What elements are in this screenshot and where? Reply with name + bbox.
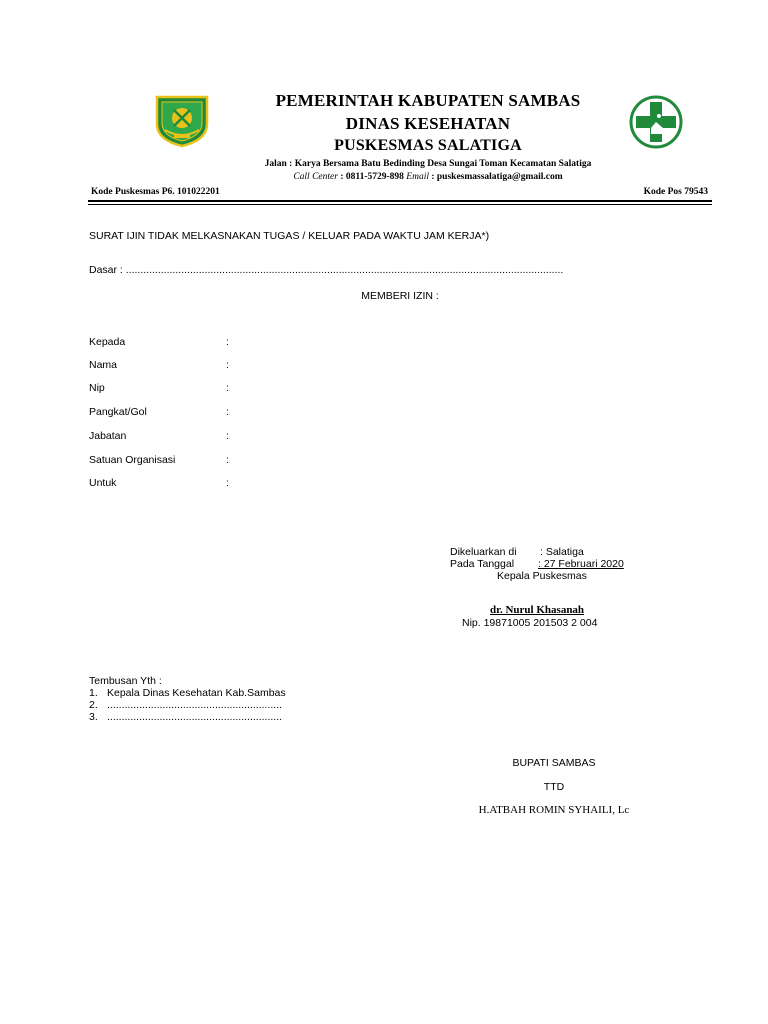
signer-nip: Nip. 19871005 201503 2 004: [462, 617, 598, 629]
field-colon: :: [226, 406, 229, 418]
field-colon: :: [226, 382, 229, 394]
gov-title: PEMERINTAH KABUPATEN SAMBAS: [275, 91, 581, 110]
kepala-puskesmas: Kepala Puskesmas: [497, 570, 587, 582]
kode-pos: Kode Pos 79543: [643, 187, 708, 197]
field-label-kepada: Kepada: [89, 336, 126, 348]
call-center-value: : 0811-5729-898: [340, 172, 404, 182]
dikeluarkan-value: : Salatiga: [540, 546, 584, 558]
tembusan-item-text: ............................................................: [107, 711, 283, 723]
tembusan-item-num: 2.: [89, 699, 98, 711]
dikeluarkan-label: Dikeluarkan di: [450, 546, 517, 558]
tembusan-item-text: Kepala Dinas Kesehatan Kab.Sambas: [107, 687, 286, 699]
tembusan-title: Tembusan Yth :: [89, 675, 162, 687]
dasar-line: Dasar : ......................................................................................................................................................: [89, 264, 564, 276]
tembusan-item-text: ............................................................: [107, 699, 283, 711]
tanggal-label: Pada Tanggal: [450, 558, 515, 570]
dept-title: DINAS KESEHATAN: [345, 114, 511, 133]
memberi-izin: MEMBERI IZIN :: [361, 290, 439, 302]
field-label-pangkat: Pangkat/Gol: [89, 406, 147, 418]
field-colon: :: [226, 336, 229, 348]
tanggal-line: [450, 558, 624, 570]
header-rule-thin: [88, 204, 712, 205]
letter-title: SURAT IJIN TIDAK MELKASNAKAN TUGAS / KELUAR PADA WAKTU JAM KERJA*): [89, 230, 490, 242]
field-colon: :: [226, 430, 229, 442]
contact-line: [0, 172, 768, 182]
field-colon: :: [226, 477, 229, 489]
field-label-satuan-organisasi: Satuan Organisasi: [89, 454, 176, 466]
field-colon: :: [226, 359, 229, 371]
header-rule-thick: [88, 200, 712, 202]
field-label-nip: Nip: [89, 382, 105, 394]
bupati-ttd: TTD: [543, 781, 565, 793]
field-label-jabatan: Jabatan: [89, 430, 127, 442]
kode-puskesmas: Kode Puskesmas P6. 101022201: [91, 187, 220, 197]
tanggal-value: : 27 Februari 2020: [538, 558, 624, 570]
bupati-name: H.ATBAH ROMIN SYHAILI, Lc: [478, 804, 630, 816]
email-value: : puskesmassalatiga@gmail.com: [431, 172, 563, 182]
call-center-label: Call Center: [293, 172, 338, 182]
field-label-untuk: Untuk: [89, 477, 117, 489]
signer-name: dr. Nurul Khasanah: [490, 604, 585, 616]
org-title: PUSKESMAS SALATIGA: [334, 137, 522, 154]
bupati-title: BUPATI SAMBAS: [512, 757, 596, 769]
email-label: Email: [406, 172, 429, 182]
tembusan-item-num: 1.: [89, 687, 98, 699]
tembusan-item-num: 3.: [89, 711, 98, 723]
address: Jalan : Karya Bersama Batu Bedinding Desa Sungai Toman Kecamatan Salatiga: [264, 159, 592, 169]
field-label-nama: Nama: [89, 359, 118, 371]
field-colon: :: [226, 454, 229, 466]
